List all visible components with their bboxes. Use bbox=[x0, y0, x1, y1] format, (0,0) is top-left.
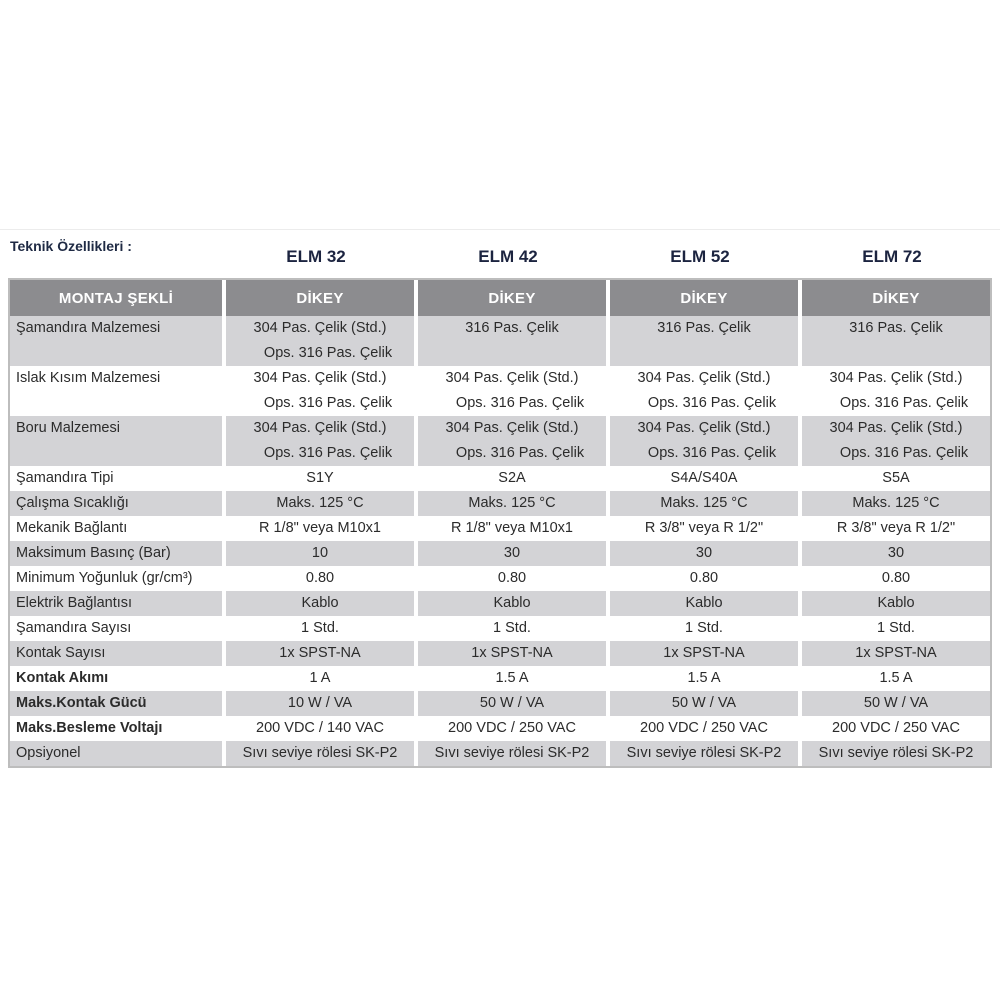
spec-cell bbox=[222, 466, 414, 491]
spec-cell-line: 30 bbox=[503, 545, 521, 561]
spec-cell-line: 1.5 A bbox=[495, 670, 529, 686]
spec-cell-line: Maks. 125 °C bbox=[468, 495, 556, 511]
spec-cell bbox=[606, 491, 798, 516]
spec-cell bbox=[222, 741, 414, 766]
spec-cell-line: 304 Pas. Çelik (Std.) bbox=[253, 420, 387, 436]
spec-cell-line: Kablo bbox=[493, 595, 531, 611]
spec-cell-line: 0.80 bbox=[497, 570, 527, 586]
spec-cell-line: 0.80 bbox=[305, 570, 335, 586]
row-label bbox=[10, 516, 222, 541]
spec-cell bbox=[222, 491, 414, 516]
table-row bbox=[10, 566, 990, 591]
spec-cell bbox=[798, 541, 990, 566]
spec-cell bbox=[606, 616, 798, 641]
spec-cell bbox=[222, 366, 414, 416]
table-row bbox=[10, 316, 990, 366]
spec-cell bbox=[606, 416, 798, 466]
spec-cell-line: 304 Pas. Çelik (Std.) bbox=[253, 320, 387, 336]
spec-cell-line: 1.5 A bbox=[879, 670, 913, 686]
spec-cell-line: Ops. 316 Pas. Çelik bbox=[455, 445, 585, 461]
spec-cell-line: 1 Std. bbox=[685, 620, 723, 636]
spec-cell bbox=[414, 691, 606, 716]
spec-cell bbox=[414, 491, 606, 516]
table-row bbox=[10, 366, 990, 416]
spec-cell-line: Ops. 316 Pas. Çelik bbox=[839, 445, 969, 461]
row-label bbox=[10, 691, 222, 716]
row-label bbox=[10, 566, 222, 591]
spec-cell-line: 304 Pas. Çelik (Std.) bbox=[253, 370, 387, 386]
spec-cell bbox=[798, 641, 990, 666]
row-label-text: Şamandıra Malzemesi bbox=[16, 320, 161, 336]
spec-cell-line: 1x SPST-NA bbox=[663, 645, 745, 661]
spec-cell bbox=[606, 316, 798, 366]
spec-cell-line: Maks. 125 °C bbox=[276, 495, 364, 511]
spec-cell-line: S1Y bbox=[306, 470, 334, 486]
spec-cell bbox=[798, 416, 990, 466]
row-label bbox=[10, 616, 222, 641]
row-label bbox=[10, 666, 222, 691]
spec-cell-line: 200 VDC / 250 VAC bbox=[640, 720, 768, 736]
model-title-2: ELM 42 bbox=[478, 247, 538, 266]
spec-cell bbox=[606, 666, 798, 691]
spec-cell bbox=[798, 666, 990, 691]
spec-cell bbox=[798, 566, 990, 591]
row-label bbox=[10, 541, 222, 566]
spec-cell bbox=[606, 691, 798, 716]
spec-cell bbox=[414, 416, 606, 466]
table-row bbox=[10, 641, 990, 666]
row-label bbox=[10, 366, 222, 416]
spec-cell-line: 0.80 bbox=[689, 570, 719, 586]
spec-cell-line: 10 bbox=[311, 545, 329, 561]
spec-cell-line: 30 bbox=[695, 545, 713, 561]
spec-cell-line: 50 W / VA bbox=[863, 695, 929, 711]
model-title-3: ELM 52 bbox=[670, 247, 730, 266]
row-label-text: Maks.Besleme Voltajı bbox=[16, 720, 163, 736]
spec-cell bbox=[222, 666, 414, 691]
spec-cell bbox=[414, 591, 606, 616]
top-divider bbox=[0, 229, 1000, 230]
table-row bbox=[10, 741, 990, 766]
spec-cell-line: 1 Std. bbox=[493, 620, 531, 636]
spec-cell-line: 1 Std. bbox=[877, 620, 915, 636]
spec-cell bbox=[222, 416, 414, 466]
spec-cell bbox=[414, 741, 606, 766]
table-row bbox=[10, 591, 990, 616]
spec-cell-line: 316 Pas. Çelik bbox=[849, 320, 943, 336]
spec-cell-line: 1.5 A bbox=[687, 670, 721, 686]
spec-table bbox=[8, 278, 992, 768]
spec-cell bbox=[414, 666, 606, 691]
spec-cell-line: 1 A bbox=[309, 670, 331, 686]
table-row bbox=[10, 666, 990, 691]
spec-cell-line: S2A bbox=[498, 470, 526, 486]
spec-cell bbox=[414, 616, 606, 641]
spec-cell-line: 1 Std. bbox=[301, 620, 339, 636]
spec-cell-line: 304 Pas. Çelik (Std.) bbox=[637, 420, 771, 436]
page-title: Teknik Özellikleri : bbox=[10, 238, 132, 254]
spec-cell bbox=[222, 691, 414, 716]
spec-cell-line: 304 Pas. Çelik (Std.) bbox=[829, 370, 963, 386]
row-label bbox=[10, 491, 222, 516]
spec-cell bbox=[606, 366, 798, 416]
row-label-text: Maksimum Basınç (Bar) bbox=[16, 545, 171, 561]
table-row bbox=[10, 691, 990, 716]
spec-cell bbox=[414, 641, 606, 666]
spec-cell-line: Ops. 316 Pas. Çelik bbox=[839, 395, 969, 411]
spec-cell-line: 304 Pas. Çelik (Std.) bbox=[445, 370, 579, 386]
spec-cell bbox=[606, 566, 798, 591]
spec-cell bbox=[222, 591, 414, 616]
spec-cell-line: Ops. 316 Pas. Çelik bbox=[263, 395, 393, 411]
model-title-1: ELM 32 bbox=[286, 247, 346, 266]
spec-cell bbox=[798, 366, 990, 416]
row-label bbox=[10, 466, 222, 491]
spec-cell-line: Ops. 316 Pas. Çelik bbox=[263, 345, 393, 361]
row-label bbox=[10, 741, 222, 766]
spec-cell-line: 1x SPST-NA bbox=[471, 645, 553, 661]
spec-cell bbox=[798, 691, 990, 716]
spec-cell-line: R 3/8" veya R 1/2" bbox=[644, 520, 764, 536]
spec-cell-line: Maks. 125 °C bbox=[660, 495, 748, 511]
spec-cell bbox=[414, 466, 606, 491]
spec-cell-line: 304 Pas. Çelik (Std.) bbox=[445, 420, 579, 436]
model-title-4: ELM 72 bbox=[862, 247, 922, 266]
spec-cell-line: Sıvı seviye rölesi SK-P2 bbox=[434, 745, 590, 761]
row-label-text: Islak Kısım Malzemesi bbox=[16, 370, 161, 386]
table-row bbox=[10, 616, 990, 641]
table-row bbox=[10, 466, 990, 491]
row-label-text: Boru Malzemesi bbox=[16, 420, 120, 436]
table-row bbox=[10, 541, 990, 566]
row-label-text: Mekanik Bağlantı bbox=[16, 520, 128, 536]
spec-cell-line: 200 VDC / 140 VAC bbox=[256, 720, 384, 736]
table-row bbox=[10, 516, 990, 541]
spec-cell bbox=[414, 366, 606, 416]
spec-cell-line: 316 Pas. Çelik bbox=[465, 320, 559, 336]
spec-cell-line: 304 Pas. Çelik (Std.) bbox=[829, 420, 963, 436]
spec-cell-line: Maks. 125 °C bbox=[852, 495, 940, 511]
table-row bbox=[10, 416, 990, 466]
header-label: MONTAJ ŞEKLİ bbox=[10, 280, 222, 316]
spec-cell-line: 304 Pas. Çelik (Std.) bbox=[637, 370, 771, 386]
spec-cell-line: Ops. 316 Pas. Çelik bbox=[647, 395, 777, 411]
spec-cell bbox=[606, 716, 798, 741]
spec-cell bbox=[222, 316, 414, 366]
row-label-text: Şamandıra Tipi bbox=[16, 470, 114, 486]
spec-cell bbox=[222, 641, 414, 666]
spec-cell bbox=[606, 741, 798, 766]
row-label bbox=[10, 316, 222, 366]
spec-cell bbox=[798, 741, 990, 766]
row-label-text: Şamandıra Sayısı bbox=[16, 620, 132, 636]
spec-cell-line: R 1/8" veya M10x1 bbox=[450, 520, 573, 536]
spec-cell bbox=[798, 616, 990, 641]
spec-cell-line: 50 W / VA bbox=[479, 695, 545, 711]
spec-cell bbox=[798, 716, 990, 741]
spec-cell-line: 200 VDC / 250 VAC bbox=[448, 720, 576, 736]
spec-cell-line: 1x SPST-NA bbox=[855, 645, 937, 661]
spec-cell-line: Ops. 316 Pas. Çelik bbox=[455, 395, 585, 411]
spec-cell bbox=[606, 591, 798, 616]
spec-cell-line: 30 bbox=[887, 545, 905, 561]
table-row bbox=[10, 716, 990, 741]
spec-cell bbox=[222, 516, 414, 541]
spec-cell bbox=[606, 641, 798, 666]
spec-cell bbox=[798, 591, 990, 616]
spec-cell-line: 200 VDC / 250 VAC bbox=[832, 720, 960, 736]
spec-cell bbox=[414, 541, 606, 566]
spec-cell bbox=[222, 566, 414, 591]
row-label-text: Kontak Akımı bbox=[16, 670, 109, 686]
spec-cell-line: Ops. 316 Pas. Çelik bbox=[263, 445, 393, 461]
spec-cell-line: Sıvı seviye rölesi SK-P2 bbox=[818, 745, 974, 761]
spec-cell-line: 50 W / VA bbox=[671, 695, 737, 711]
spec-cell-line: Sıvı seviye rölesi SK-P2 bbox=[626, 745, 782, 761]
spec-cell bbox=[606, 541, 798, 566]
spec-cell-line: R 1/8" veya M10x1 bbox=[258, 520, 381, 536]
row-label-text: Opsiyonel bbox=[16, 745, 81, 761]
row-label-text: Elektrik Bağlantısı bbox=[16, 595, 133, 611]
spec-cell bbox=[414, 516, 606, 541]
header-value: DİKEY bbox=[414, 280, 606, 316]
spec-cell-line: S4A/S40A bbox=[670, 470, 738, 486]
spec-cell bbox=[222, 716, 414, 741]
spec-body bbox=[10, 316, 990, 766]
spec-cell-line: Kablo bbox=[685, 595, 723, 611]
spec-cell bbox=[798, 466, 990, 491]
spec-cell bbox=[414, 316, 606, 366]
spec-cell-line: 1x SPST-NA bbox=[279, 645, 361, 661]
row-label-text: Minimum Yoğunluk (gr/cm³) bbox=[16, 570, 193, 586]
spec-cell bbox=[414, 716, 606, 741]
spec-cell-line: Kablo bbox=[877, 595, 915, 611]
row-label bbox=[10, 591, 222, 616]
spec-cell bbox=[798, 516, 990, 541]
spec-cell-line: S5A bbox=[882, 470, 910, 486]
spec-cell-line: Kablo bbox=[301, 595, 339, 611]
spec-cell-line: R 3/8" veya R 1/2" bbox=[836, 520, 956, 536]
spec-cell-line: Sıvı seviye rölesi SK-P2 bbox=[242, 745, 398, 761]
spec-cell bbox=[798, 316, 990, 366]
row-label-text: Maks.Kontak Gücü bbox=[16, 695, 147, 711]
header-value: DİKEY bbox=[798, 280, 990, 316]
header-value: DİKEY bbox=[606, 280, 798, 316]
spec-cell bbox=[222, 541, 414, 566]
row-label bbox=[10, 641, 222, 666]
row-label-text: Çalışma Sıcaklığı bbox=[16, 495, 129, 511]
table-row bbox=[10, 491, 990, 516]
header-value: DİKEY bbox=[222, 280, 414, 316]
spec-cell-line: 0.80 bbox=[881, 570, 911, 586]
row-label bbox=[10, 716, 222, 741]
row-label-text: Kontak Sayısı bbox=[16, 645, 106, 661]
spec-cell bbox=[798, 491, 990, 516]
spec-cell-line: 10 W / VA bbox=[287, 695, 353, 711]
header-row bbox=[10, 280, 990, 316]
spec-cell bbox=[606, 466, 798, 491]
spec-cell bbox=[606, 516, 798, 541]
spec-cell bbox=[222, 616, 414, 641]
spec-cell bbox=[414, 566, 606, 591]
spec-cell-line: 316 Pas. Çelik bbox=[657, 320, 751, 336]
row-label bbox=[10, 416, 222, 466]
spec-cell-line: Ops. 316 Pas. Çelik bbox=[647, 445, 777, 461]
